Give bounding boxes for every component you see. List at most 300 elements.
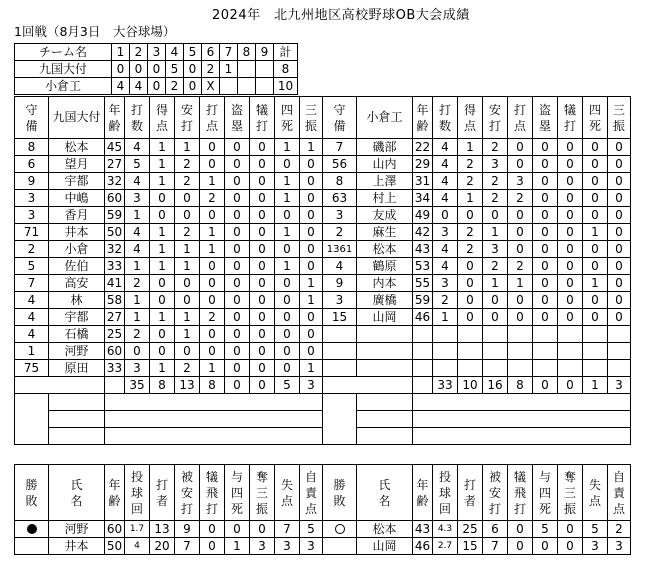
batter-stat: 2 — [508, 190, 533, 207]
batter-stat: 0 — [533, 241, 558, 258]
batter-stat: 0 — [300, 173, 323, 190]
batter-position: 56 — [323, 156, 357, 173]
left-double-label — [49, 428, 105, 445]
batter-name: 中嶋 — [49, 190, 105, 207]
batter-stat: 2 — [200, 309, 225, 326]
batter-row — [15, 292, 631, 309]
batting-header — [15, 97, 631, 139]
empty-cell — [558, 326, 583, 343]
batter-stat: 3 — [433, 224, 458, 241]
batter-stat: 1 — [150, 156, 175, 173]
batter-stat: 2 — [458, 156, 483, 173]
batter-stat: 0 — [558, 156, 583, 173]
pitcher-stat: 3 — [275, 538, 300, 555]
pitcher-stat: 2 — [608, 521, 631, 538]
batter-age: 60 — [105, 190, 125, 207]
batter-stat: 0 — [275, 343, 300, 360]
batter-stat: 0 — [300, 190, 323, 207]
batter-name: 原田 — [49, 360, 105, 377]
stat-header: 盗 塁 — [533, 97, 558, 139]
batter-stat: 0 — [533, 173, 558, 190]
batter-stat: 0 — [225, 292, 250, 309]
empty-cell — [583, 326, 608, 343]
right-hr-label — [357, 394, 413, 411]
batter-age: 33 — [105, 258, 125, 275]
win-loss-header: 勝 敗 — [323, 465, 357, 521]
batter-stat: 0 — [558, 292, 583, 309]
batter-stat: 0 — [250, 224, 275, 241]
pitcher-stat: 5 — [583, 521, 608, 538]
win-loss-header: 勝 敗 — [15, 465, 49, 521]
right-total-stat: 3 — [608, 377, 631, 394]
empty-cell — [357, 326, 413, 343]
batter-stat: 0 — [150, 343, 175, 360]
inning-score: 0 — [130, 61, 148, 78]
pitcher-age: 50 — [105, 538, 125, 555]
inning-score — [256, 61, 274, 78]
left-total-stat: 8 — [200, 377, 225, 394]
batter-stat: 4 — [125, 139, 150, 156]
batter-stat: 0 — [608, 292, 631, 309]
batter-row — [15, 190, 631, 207]
batter-stat: 1 — [300, 275, 323, 292]
batter-name: 友成 — [357, 207, 413, 224]
batter-stat: 0 — [200, 139, 225, 156]
batter-stat: 1 — [150, 360, 175, 377]
batter-age: 33 — [105, 360, 125, 377]
batter-stat: 1 — [483, 224, 508, 241]
batter-stat: 0 — [458, 309, 483, 326]
batter-stat: 2 — [508, 258, 533, 275]
empty-cell — [583, 343, 608, 360]
pitch-stat-header: 犠 飛 打 — [200, 465, 225, 521]
batter-stat: 0 — [200, 326, 225, 343]
pitcher-stat: 5 — [300, 521, 323, 538]
inning-score: 0 — [112, 61, 130, 78]
right-total-stat: 0 — [558, 377, 583, 394]
stat-header: 盗 塁 — [225, 97, 250, 139]
page-title: 2024年 北九州地区高校野球OB大会成績 — [212, 8, 470, 23]
batter-stat: 0 — [175, 343, 200, 360]
batter-position: 5 — [15, 258, 49, 275]
batter-stat: 2 — [125, 326, 150, 343]
batter-name: 山内 — [357, 156, 413, 173]
batter-stat: 0 — [225, 275, 250, 292]
batter-stat: 0 — [608, 241, 631, 258]
pitcher-result — [15, 538, 49, 555]
pitcher-stat: 4.3 — [433, 521, 458, 538]
batter-stat: 0 — [558, 309, 583, 326]
batter-position: 3 — [323, 292, 357, 309]
stat-header: 安 打 — [175, 97, 200, 139]
pitch-stat-header: 与 四 死 — [533, 465, 558, 521]
batter-age: 42 — [413, 224, 433, 241]
extra-base-row — [15, 394, 631, 411]
batter-stat: 2 — [200, 190, 225, 207]
right-total-stat: 0 — [533, 377, 558, 394]
batter-stat: 0 — [583, 207, 608, 224]
batter-name: 内本 — [357, 275, 413, 292]
batter-stat: 1 — [483, 275, 508, 292]
batter-stat: 0 — [458, 292, 483, 309]
batter-stat: 0 — [533, 139, 558, 156]
stat-header: 四 死 — [583, 97, 608, 139]
batter-name: 宇都 — [49, 173, 105, 190]
batter-name: 望月 — [49, 156, 105, 173]
batter-stat: 4 — [125, 173, 150, 190]
empty-cell — [413, 326, 433, 343]
right-total-stat: 8 — [508, 377, 533, 394]
batter-position: 8 — [15, 139, 49, 156]
batter-name: 井本 — [49, 224, 105, 241]
right-total-stat: 10 — [458, 377, 483, 394]
batter-row — [15, 360, 631, 377]
pitcher-stat: 5 — [533, 521, 558, 538]
age-header: 年 齢 — [413, 465, 433, 521]
age-header: 年 齢 — [105, 97, 125, 139]
batter-stat: 1 — [275, 224, 300, 241]
empty-cell — [458, 360, 483, 377]
pitch-stat-header: 失 点 — [583, 465, 608, 521]
pitching-header — [15, 465, 631, 521]
empty-cell — [608, 343, 631, 360]
left-team-header: 九国大付 — [49, 97, 105, 139]
left-triple-label — [49, 411, 105, 428]
batter-stat: 0 — [583, 173, 608, 190]
pitcher-stat: 2.7 — [433, 538, 458, 555]
batter-stat: 0 — [583, 292, 608, 309]
stat-header: 打 点 — [508, 97, 533, 139]
stat-header: 得 点 — [458, 97, 483, 139]
pos-header: 守 備 — [323, 97, 357, 139]
batter-stat: 0 — [275, 360, 300, 377]
left-total-stat: 13 — [175, 377, 200, 394]
empty-cell — [583, 360, 608, 377]
empty-cell — [323, 360, 357, 377]
line-score-row — [15, 61, 298, 78]
batter-position: 3 — [15, 190, 49, 207]
left-total-stat: 5 — [275, 377, 300, 394]
batter-stat: 2 — [483, 139, 508, 156]
stat-header: 打 数 — [125, 97, 150, 139]
batter-position: 7 — [323, 139, 357, 156]
batter-name: 石橋 — [49, 326, 105, 343]
pitch-stat-header: 奪 三 振 — [250, 465, 275, 521]
inning-header: 5 — [184, 44, 202, 61]
batter-stat: 0 — [150, 207, 175, 224]
pitcher-stat: 0 — [225, 521, 250, 538]
batter-position: 2 — [323, 224, 357, 241]
pitcher-row — [15, 538, 631, 555]
batter-stat: 0 — [533, 207, 558, 224]
left-total-stat: 3 — [300, 377, 323, 394]
batter-name: 河野 — [49, 343, 105, 360]
inning-score — [220, 78, 238, 95]
empty-cell — [413, 360, 433, 377]
inning-score: 4 — [130, 78, 148, 95]
pitch-stat-header: 打 者 — [150, 465, 175, 521]
batter-stat: 1 — [150, 224, 175, 241]
total-header: 計 — [274, 44, 298, 61]
batter-stat: 0 — [583, 309, 608, 326]
empty-cell — [483, 360, 508, 377]
pitch-stat-header: 打 者 — [458, 465, 483, 521]
batter-stat: 0 — [175, 190, 200, 207]
pitcher-row — [15, 521, 631, 538]
right-total-stat: 1 — [583, 377, 608, 394]
right-totals-label — [323, 377, 413, 394]
batter-name: 香月 — [49, 207, 105, 224]
batter-stat: 0 — [583, 156, 608, 173]
stat-header: 得 点 — [150, 97, 175, 139]
batter-stat: 1 — [125, 207, 150, 224]
batter-stat: 2 — [433, 292, 458, 309]
batter-age: 60 — [105, 343, 125, 360]
batter-stat: 0 — [458, 207, 483, 224]
batter-stat: 3 — [508, 173, 533, 190]
batter-stat: 0 — [608, 190, 631, 207]
batter-position: 6 — [15, 156, 49, 173]
pitcher-name: 松本 — [357, 521, 413, 538]
batter-stat: 0 — [300, 326, 323, 343]
batter-row — [15, 173, 631, 190]
inning-score: 0 — [184, 78, 202, 95]
batter-stat: 1 — [200, 224, 225, 241]
batter-stat: 0 — [225, 326, 250, 343]
batter-stat: 0 — [225, 258, 250, 275]
pitcher-stat: 0 — [558, 521, 583, 538]
inning-score — [238, 78, 256, 95]
batting-table — [14, 96, 631, 445]
pitcher-stat: 1 — [225, 538, 250, 555]
batter-position: 9 — [323, 275, 357, 292]
batter-stat: 3 — [483, 156, 508, 173]
age-header: 年 齢 — [413, 97, 433, 139]
batter-age: 50 — [105, 224, 125, 241]
empty-cell — [608, 360, 631, 377]
pitcher-age: 60 — [105, 521, 125, 538]
stat-header: 犠 打 — [558, 97, 583, 139]
batter-stat: 2 — [175, 224, 200, 241]
pitcher-name: 山岡 — [357, 538, 413, 555]
batter-name: 松本 — [357, 241, 413, 258]
pitcher-result — [15, 521, 49, 538]
right-double-players — [413, 428, 631, 445]
batter-stat: 0 — [508, 139, 533, 156]
batter-position: 3 — [15, 207, 49, 224]
batter-stat: 0 — [558, 207, 583, 224]
batter-stat: 0 — [250, 207, 275, 224]
inning-score — [238, 61, 256, 78]
batter-stat: 0 — [150, 292, 175, 309]
batter-position: 4 — [15, 309, 49, 326]
right-total-stat: 33 — [433, 377, 458, 394]
batter-stat: 0 — [275, 292, 300, 309]
batter-stat: 0 — [250, 343, 275, 360]
empty-cell — [357, 343, 413, 360]
batter-stat: 0 — [458, 275, 483, 292]
team-name: 九国大付 — [15, 61, 112, 78]
line-score-header — [15, 44, 298, 61]
pitch-stat-header: 奪 三 振 — [558, 465, 583, 521]
batter-row — [15, 241, 631, 258]
batter-stat: 1 — [150, 258, 175, 275]
batter-position: 15 — [323, 309, 357, 326]
pitcher-stat: 15 — [458, 538, 483, 555]
batter-stat: 0 — [300, 309, 323, 326]
batter-stat: 0 — [250, 292, 275, 309]
batter-stat: 0 — [558, 224, 583, 241]
batter-stat: 1 — [458, 139, 483, 156]
batter-age: 22 — [413, 139, 433, 156]
batter-row — [15, 156, 631, 173]
batter-row — [15, 326, 631, 343]
batter-stat: 0 — [200, 207, 225, 224]
pitch-stat-header: 被 安 打 — [483, 465, 508, 521]
batter-row — [15, 343, 631, 360]
batter-stat: 0 — [300, 224, 323, 241]
pitcher-name: 井本 — [49, 538, 105, 555]
left-total-stat: 8 — [150, 377, 175, 394]
stat-header: 三 振 — [300, 97, 323, 139]
batter-stat: 0 — [225, 343, 250, 360]
batter-stat: 0 — [508, 309, 533, 326]
batter-stat: 0 — [300, 258, 323, 275]
batter-position: 2 — [15, 241, 49, 258]
inning-score: X — [202, 78, 220, 95]
batter-stat: 0 — [558, 241, 583, 258]
batter-stat: 0 — [533, 156, 558, 173]
batter-stat: 0 — [275, 275, 300, 292]
batter-stat: 0 — [300, 156, 323, 173]
batter-stat: 0 — [533, 292, 558, 309]
batter-stat: 1 — [175, 258, 200, 275]
batter-age: 53 — [413, 258, 433, 275]
batter-age: 41 — [105, 275, 125, 292]
empty-cell — [323, 326, 357, 343]
batter-stat: 0 — [558, 275, 583, 292]
inning-score: 2 — [166, 78, 184, 95]
batter-stat: 1 — [175, 139, 200, 156]
batter-stat: 0 — [300, 343, 323, 360]
batter-stat: 1 — [150, 173, 175, 190]
batter-position: 63 — [323, 190, 357, 207]
batter-stat: 0 — [458, 258, 483, 275]
batter-stat: 0 — [250, 275, 275, 292]
pitcher-stat: 4 — [125, 538, 150, 555]
batter-stat: 4 — [433, 139, 458, 156]
batter-stat: 1 — [300, 139, 323, 156]
batter-stat: 0 — [150, 275, 175, 292]
batter-stat: 0 — [175, 292, 200, 309]
pitcher-name-header: 氏 名 — [49, 465, 105, 521]
pitcher-stat: 3 — [608, 538, 631, 555]
stat-header: 三 振 — [608, 97, 631, 139]
batter-stat: 4 — [125, 241, 150, 258]
batter-stat: 1 — [125, 292, 150, 309]
batter-stat: 0 — [508, 156, 533, 173]
batter-stat: 0 — [275, 326, 300, 343]
batter-age: 49 — [413, 207, 433, 224]
batter-stat: 0 — [608, 309, 631, 326]
pitcher-stat: 0 — [508, 538, 533, 555]
batter-row — [15, 309, 631, 326]
batter-stat: 0 — [583, 190, 608, 207]
pitcher-stat: 7 — [275, 521, 300, 538]
batter-stat: 0 — [533, 258, 558, 275]
batter-stat: 1 — [125, 258, 150, 275]
batter-age: 25 — [105, 326, 125, 343]
batter-stat: 2 — [175, 156, 200, 173]
batter-stat: 0 — [608, 224, 631, 241]
pitcher-stat: 7 — [175, 538, 200, 555]
batter-stat: 4 — [433, 241, 458, 258]
pitch-stat-header: 投 球 回 — [125, 465, 150, 521]
batter-stat: 0 — [433, 207, 458, 224]
batter-stat: 0 — [533, 224, 558, 241]
batter-stat: 1 — [125, 309, 150, 326]
batter-stat: 0 — [225, 190, 250, 207]
batter-stat: 1 — [150, 241, 175, 258]
batter-stat: 0 — [200, 292, 225, 309]
batter-stat: 1 — [275, 258, 300, 275]
batter-position: 9 — [15, 173, 49, 190]
pitcher-stat: 0 — [558, 538, 583, 555]
batter-age: 58 — [105, 292, 125, 309]
batter-stat: 0 — [200, 156, 225, 173]
batter-age: 59 — [413, 292, 433, 309]
batter-stat: 0 — [508, 224, 533, 241]
left-hr-label — [49, 394, 105, 411]
batter-position: 4 — [15, 326, 49, 343]
batter-stat: 2 — [175, 173, 200, 190]
batter-age: 29 — [413, 156, 433, 173]
inning-header: 3 — [148, 44, 166, 61]
batter-stat: 0 — [300, 207, 323, 224]
batter-stat: 0 — [125, 343, 150, 360]
batter-name: 林 — [49, 292, 105, 309]
stat-header: 打 点 — [200, 97, 225, 139]
empty-cell — [533, 343, 558, 360]
batter-position: 75 — [15, 360, 49, 377]
batter-stat: 0 — [558, 173, 583, 190]
batter-stat: 2 — [458, 224, 483, 241]
batter-stat: 0 — [250, 309, 275, 326]
batter-position: 1361 — [323, 241, 357, 258]
inning-header: 8 — [238, 44, 256, 61]
batter-stat: 0 — [275, 241, 300, 258]
batter-stat: 2 — [125, 275, 150, 292]
right-double-label — [357, 428, 413, 445]
empty-cell — [533, 326, 558, 343]
batter-stat: 0 — [558, 190, 583, 207]
batter-name: 宇都 — [49, 309, 105, 326]
batter-position: 1 — [15, 343, 49, 360]
batter-position: 3 — [323, 207, 357, 224]
batter-stat: 2 — [458, 173, 483, 190]
inning-header: 7 — [220, 44, 238, 61]
batter-row — [15, 224, 631, 241]
right-totals-kei — [413, 377, 433, 394]
batter-stat: 1 — [275, 139, 300, 156]
inning-header: 6 — [202, 44, 220, 61]
batter-stat: 1 — [175, 241, 200, 258]
batter-name: 磯部 — [357, 139, 413, 156]
batter-stat: 1 — [275, 190, 300, 207]
stat-header: 四 死 — [275, 97, 300, 139]
pitch-stat-header: 被 安 打 — [175, 465, 200, 521]
batter-stat: 1 — [433, 309, 458, 326]
